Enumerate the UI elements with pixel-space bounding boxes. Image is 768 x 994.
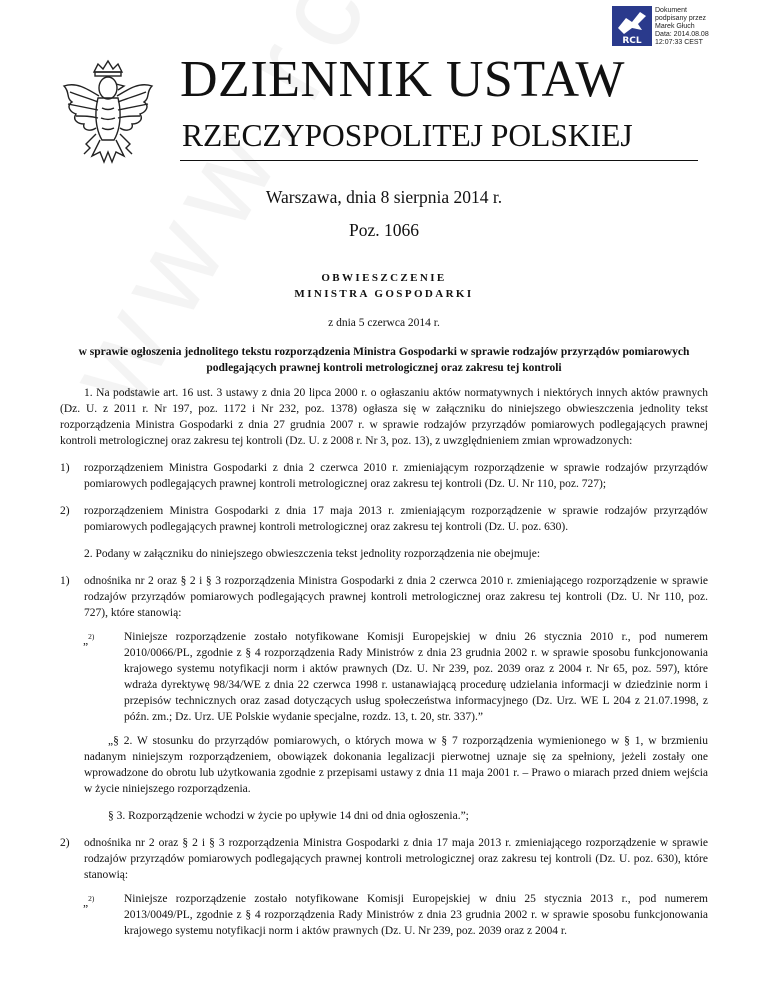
- quote-mark: „$^{2)}$: [83, 894, 95, 909]
- list-number: 1): [60, 462, 70, 474]
- act-subject: w sprawie ogłoszenia jednolitego tekstu rozporządzenia Ministra Gospodarki w sprawie rodzajów przyrządów pomiarowych podlegających prawnej kontroli metrologicznej oraz zakresu tej kontroli: [78, 346, 690, 374]
- position-number: Poz. 1066: [349, 220, 419, 240]
- list-text: odnośnika nr 2 oraz § 2 i § 3 rozporządzenia Ministra Gospodarki z dnia 2 czerwca 2010 r. zmieniającego rozporządzenie w sprawie rodzajów przyrządów pomiarowych podlegających prawnej kontroli metrologicznej oraz zakresu tej kontroli (Dz. U. Nr 110, poz. 727), które stanowią:: [84, 575, 708, 619]
- journal-title: DZIENNIK USTAW: [180, 51, 625, 108]
- quote-text: Niniejsze rozporządzenie zostało notyfikowane Komisji Europejskiej w dniu 25 stycznia 2013 r., pod numerem 2013/0049/PL, zgodnie z § 4 rozporządzenia Rady Ministrów z dnia 23 grudnia 2002 r. w sprawie sposobu funkcjonowania krajowego systemu notyfikacji norm i aktów prawnych (Dz. U. Nr 239, poz. 2039 oraz z 2004 r.: [124, 893, 708, 937]
- list-number: 2): [60, 505, 70, 517]
- paragraph-1: 1. Na podstawie art. 16 ust. 3 ustawy z dnia 20 lipca 2000 r. o ogłaszaniu aktów normatywnych i niektórych innych aktów prawnych (Dz. U. z 2011 r. Nr 197, poz. 1172 i Nr 232, poz. 1378) ogłasza się w załączniku do niniejszego obwieszczenia jednolity tekst rozporządzenia Ministra Gospodarki z dnia 27 grudnia 2007 r. w sprawie rodzajów przyrządów pomiarowych podlegających prawnej kontroli metrologicznej oraz zakresu tej kontroli (Dz. U. z 2008 r. Nr 3, poz. 13), z uwzględnieniem zmian wprowadzonych:: [60, 387, 708, 447]
- list-number: 1): [60, 575, 70, 587]
- quoted-sections: [60, 733, 708, 824]
- act-type: OBWIESZCZENIE: [321, 272, 447, 284]
- signature-line: Dokument: [655, 7, 687, 14]
- rcl-logo-text: RCL: [622, 36, 642, 46]
- quoted-section-3: § 3. Rozporządzenie wchodzi w życie po upływie 14 dni od dnia ogłoszenia.”;: [108, 810, 469, 822]
- list-text: rozporządzeniem Ministra Gospodarki z dnia 2 czerwca 2010 r. zmieniającym rozporządzenie w sprawie rodzajów przyrządów pomiarowych podlegających prawnej kontroli metrologicznej oraz zakresu tej kontroli (Dz. U. Nr 110, poz. 727);: [84, 462, 708, 490]
- list-item: [60, 460, 708, 492]
- paragraph-2: 2. Podany w załączniku do niniejszego obwieszczenia tekst jednolity rozporządzenia nie obejmuje:: [84, 548, 541, 560]
- list-item: [60, 503, 708, 535]
- signature-line: Marek Głuch: [655, 23, 695, 30]
- quoted-footnote: [60, 629, 708, 725]
- footnote-ref: 2): [88, 632, 95, 641]
- list-item: [60, 573, 708, 621]
- signature-block: [655, 7, 709, 47]
- signature-line: podpisany przez: [655, 15, 706, 22]
- quote-mark: „$^{2)}$: [83, 632, 95, 647]
- signature-line: Data: 2014.08.08: [655, 31, 709, 38]
- list-number: 2): [60, 837, 70, 849]
- act-issuer: MINISTRA GOSPODARKI: [294, 288, 474, 300]
- header-divider: [180, 160, 698, 161]
- list-item: [60, 835, 708, 883]
- quoted-footnote: [60, 891, 708, 939]
- quote-text: Niniejsze rozporządzenie zostało notyfikowane Komisji Europejskiej w dniu 26 stycznia 2010 r., pod numerem 2010/0066/PL, zgodnie z § 4 rozporządzenia Rady Ministrów z dnia 23 grudnia 2002 r. w sprawie sposobu funkcjonowania krajowego systemu notyfikacji norm i aktów prawnych (Dz. U. Nr 239, poz. 2039 oraz z 2004 r. Nr 65, poz. 597), które wdraża dyrektywę 98/34/WE z dnia 22 czerwca 1998 r. ustanawiającą procedurę udzielania informacji w dziedzinie norm i przepisów technicznych oraz zasad dotyczących usług społeczeństwa informacyjnego (Dz. Urz. WE L 204 z 21.07.1998, z późn. zm.; Dz. Urz. UE Polskie wydanie specjalne, rozdz. 13, t. 20, str. 337).”: [124, 631, 708, 723]
- act-date: z dnia 5 czerwca 2014 r.: [328, 317, 440, 329]
- document-body: [60, 385, 708, 939]
- rcl-logo: [612, 6, 652, 46]
- signature-line: 12:07:33 CEST: [655, 39, 703, 46]
- list-text: odnośnika nr 2 oraz § 2 i § 3 rozporządzenia Ministra Gospodarki z dnia 17 maja 2013 r. zmieniającego rozporządzenie w sprawie rodzajów przyrządów pomiarowych podlegających prawnej kontroli metrologicznej oraz zakresu tej kontroli (Dz. U. poz. 630), które stanowią:: [84, 837, 708, 881]
- list-text: rozporządzeniem Ministra Gospodarki z dnia 17 maja 2013 r. zmieniającym rozporządzenie w sprawie rodzajów przyrządów pomiarowych podlegających prawnej kontroli metrologicznej oraz zakresu tej kontroli (Dz. U. poz. 630).: [84, 505, 708, 533]
- journal-subtitle: RZECZYPOSPOLITEJ POLSKIEJ: [182, 118, 633, 153]
- footnote-ref: 2): [88, 894, 95, 903]
- eagle-emblem: [56, 58, 160, 178]
- quoted-section-2: „§ 2. W stosunku do przyrządów pomiarowych, o których mowa w § 7 rozporządzenia wymienionego w § 1, w brzmieniu nadanym niniejszym rozporządzeniem, obowiązek dokonania legalizacji pierwotnej uznaje się za spełniony, jeżeli zostały one wprowadzone do obrotu lub użytkowania zgodnie z przepisami ustawy z dnia 11 maja 2001 r. – Prawo o miarach przed dniem wejścia w życie niniejszego rozporządzenia.: [84, 735, 708, 795]
- publication-date: Warszawa, dnia 8 sierpnia 2014 r.: [265, 187, 503, 207]
